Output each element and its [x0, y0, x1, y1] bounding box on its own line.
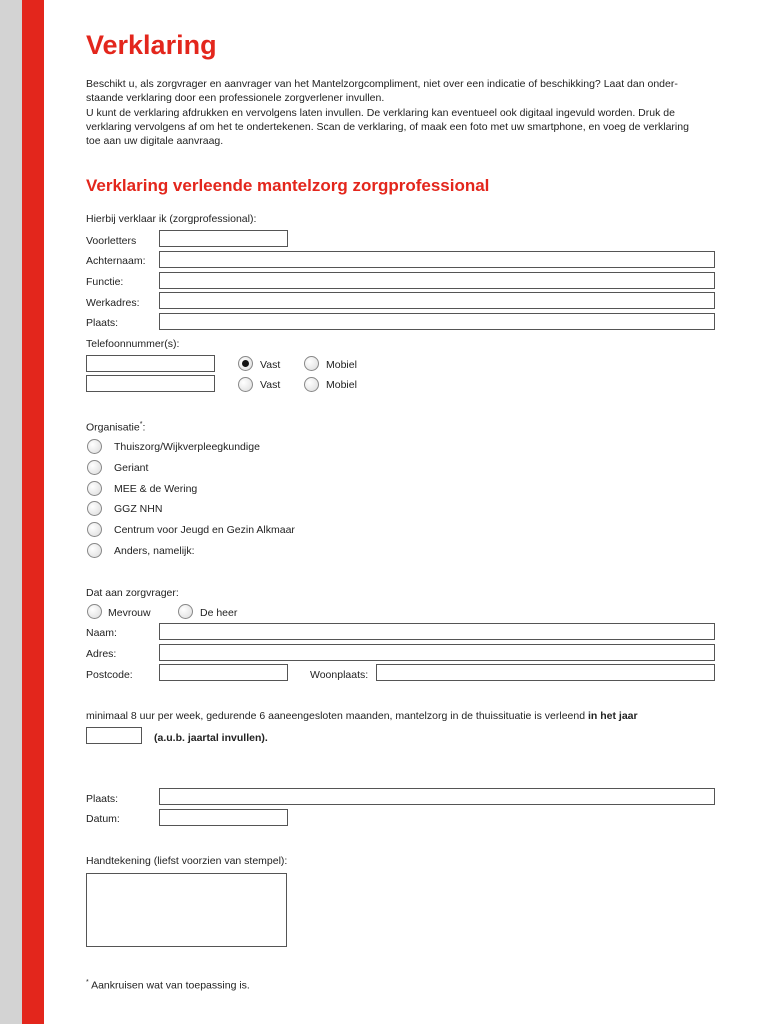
organisatie-option-label: Geriant — [114, 462, 149, 474]
section-title: Verklaring verleende mantelzorg zorgprofessional — [86, 176, 490, 195]
intro-line: staande verklaring door een professionele zorgverlener invullen. — [86, 92, 385, 105]
organisatie-option-label: Centrum voor Jeugd en Gezin Alkmaar — [114, 524, 295, 536]
organisatie-option-label: Thuiszorg/Wijkverpleegkundige — [114, 441, 260, 453]
woonplaats-field[interactable] — [376, 664, 715, 681]
intro-line: Beschikt u, als zorgvrager en aanvrager van het Mantelzorgcompliment, niet over een indicatie of beschikking? Laat dan onder- — [86, 78, 678, 90]
postcode-label: Postcode: — [86, 669, 133, 681]
organisatie-label-text: Organisatie — [86, 421, 140, 434]
year-hint: (a.u.b. jaartal invullen). — [154, 732, 268, 744]
phone-2-mobiel-radio[interactable] — [304, 377, 319, 392]
phone-2-vast-label: Vast — [260, 379, 281, 391]
adres-label: Adres: — [86, 648, 117, 660]
sign-plaats-field[interactable] — [159, 788, 715, 805]
organisatie-label-suffix: : — [142, 421, 146, 434]
heer-radio[interactable] — [178, 604, 193, 619]
functie-field[interactable] — [159, 272, 715, 289]
organisatie-radio-geriant[interactable] — [87, 460, 102, 475]
statement-bold: in het jaar — [587, 710, 638, 722]
statement-text — [86, 710, 638, 722]
organisatie-radio-anders[interactable] — [87, 543, 102, 558]
organisatie-label — [86, 421, 145, 434]
zorgvrager-heading: Dat aan zorgvrager: — [86, 587, 179, 599]
mevrouw-radio[interactable] — [87, 604, 102, 619]
werkadres-label: Werkadres: — [86, 297, 140, 309]
woonplaats-label: Woonplaats: — [310, 669, 369, 681]
organisatie-radio-mee[interactable] — [87, 481, 102, 496]
organisatie-radio-ggz[interactable] — [87, 501, 102, 516]
functie-label: Functie: — [86, 276, 124, 288]
footnote-marker: * — [139, 421, 143, 428]
organisatie-option-label: GGZ NHN — [114, 503, 163, 515]
postcode-field[interactable] — [159, 664, 288, 681]
plaats-label: Plaats: — [86, 317, 119, 329]
datum-field[interactable] — [159, 809, 288, 826]
phone-1-mobiel-radio[interactable] — [304, 356, 319, 371]
achternaam-label: Achternaam: — [86, 255, 146, 267]
organisatie-radio-thuiszorg[interactable] — [87, 439, 102, 454]
phone-1-vast-label: Vast — [260, 359, 281, 371]
mevrouw-label: Mevrouw — [108, 607, 151, 619]
werkadres-field[interactable] — [159, 292, 715, 309]
phone-1-mobiel-label: Mobiel — [326, 359, 357, 371]
plaats-field[interactable] — [159, 313, 715, 330]
heer-label: De heer — [200, 607, 238, 619]
phone-2-mobiel-label: Mobiel — [326, 379, 357, 391]
datum-label: Datum: — [86, 813, 120, 825]
footnote-marker: * — [86, 979, 89, 986]
sign-plaats-label: Plaats: — [86, 793, 119, 805]
intro-text — [86, 77, 716, 148]
footnote — [86, 979, 250, 992]
phone-1-field[interactable] — [86, 355, 215, 372]
voorletters-field[interactable] — [159, 230, 288, 247]
intro-line: toe aan uw digitale aanvraag. — [86, 135, 224, 148]
naam-label: Naam: — [86, 627, 117, 639]
achternaam-field[interactable] — [159, 251, 715, 268]
footnote-text: Aankruisen wat van toepassing is. — [88, 979, 250, 992]
statement-main: minimaal 8 uur per week, gedurende 6 aaneengesloten maanden, mantelzorg in de thuissituatie is verleend — [86, 710, 588, 722]
intro-line: U kunt de verklaring afdrukken en vervolgens laten invullen. De verklaring kan eventueel ook digitaal ingevuld worden. Druk de — [86, 106, 675, 119]
organisatie-radio-cjg[interactable] — [87, 522, 102, 537]
phone-1-vast-radio[interactable] — [238, 356, 253, 371]
year-field[interactable] — [86, 727, 142, 744]
intro-line: verklaring vervolgens af om het te ondertekenen. Scan de verklaring, of maak een foto met uw smartphone, en voeg de verklaring — [86, 120, 689, 133]
side-stripe-red — [22, 0, 44, 1024]
side-stripe-grey — [0, 0, 22, 1024]
phone-2-vast-radio[interactable] — [238, 377, 253, 392]
handtekening-label: Handtekening (liefst voorzien van stempel): — [86, 855, 288, 867]
phone-2-field[interactable] — [86, 375, 215, 392]
organisatie-option-label: MEE & de Wering — [114, 483, 198, 495]
organisatie-option-label: Anders, namelijk: — [114, 545, 195, 557]
telefoon-label: Telefoonnummer(s): — [86, 338, 180, 350]
page-title: Verklaring — [86, 30, 217, 60]
naam-field[interactable] — [159, 623, 715, 640]
signature-box[interactable] — [86, 873, 287, 947]
voorletters-label: Voorletters — [86, 235, 137, 247]
adres-field[interactable] — [159, 644, 715, 661]
professional-heading: Hierbij verklaar ik (zorgprofessional): — [86, 213, 257, 225]
